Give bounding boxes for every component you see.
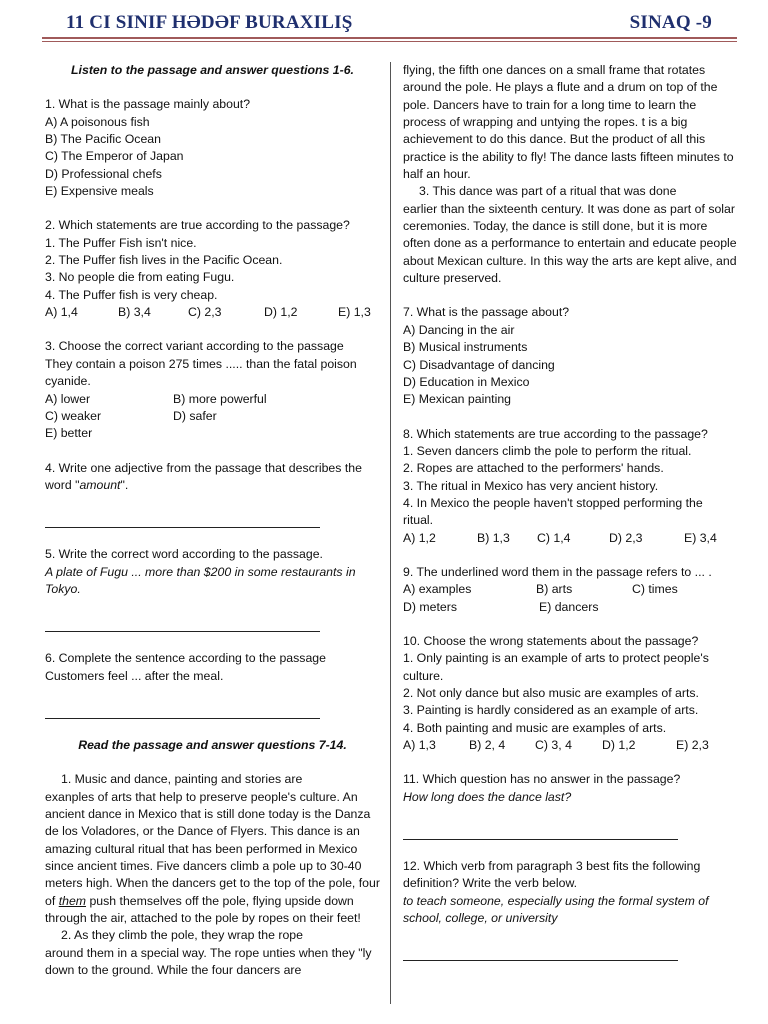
answer-choices [403,530,738,547]
option: B) Musical instruments [403,340,528,355]
option: A) A poisonous fish [45,114,150,129]
answer-line[interactable] [403,829,678,840]
answer-choices [45,304,380,321]
question-stem: 6. Complete the sentence according to the passage [45,651,326,666]
question-text: Customers feel ... after the meal. [45,668,224,683]
choice: C) 3, 4 [535,738,572,753]
question-text: They contain a poison 275 times ..... than the fatal poison [45,356,357,371]
paragraph-2-first-line: 2. As they climb the pole, they wrap the rope [61,928,303,943]
question-6 [45,650,380,719]
option: B) arts [536,582,573,597]
statement: ritual. [403,513,434,528]
option: E) Expensive meals [45,184,154,199]
answer-line[interactable] [45,708,320,719]
statement: culture. [403,668,444,683]
column-divider [390,62,391,1004]
choice: E) 3,4 [684,530,717,545]
answer-line[interactable] [403,950,678,961]
option: D) safer [173,408,217,423]
target-word: amount [79,477,121,492]
statement: 4. Both painting and music are examples of arts. [403,720,667,735]
choice: E) 1,3 [338,305,371,320]
definition: school, college, or university [403,911,558,926]
question-9 [403,564,738,616]
question-11 [403,771,738,840]
option: C) times [632,582,678,597]
question-text: A plate of Fugu ... more than $200 in some restaurants in [45,564,356,579]
option: A) lower [45,391,91,406]
question-text [45,477,380,494]
question-stem: 2. Which statements are true according to the passage? [45,218,350,233]
paragraph-2: around them in a special way. The rope unties when they "ly down to the ground. While the four dancers are [45,945,372,978]
question-stem: 5. Write the correct word according to the passage. [45,547,323,562]
question-stem: 3. Choose the correct variant according to the passage [45,339,344,354]
definition: to teach someone, especially using the formal system of [403,893,709,908]
header-rule-thick [42,37,737,39]
paragraph-2-continued: flying, the fifth one dances on a small frame that rotates around the pole. He plays a flute and a drum on top of the pole. Dancers have to train for a long time to learn the process of wrapping and untying the ropes. t is a big achievement to do this dance. But the product of all this practice is the ability to fly! The dance lasts fifteen minutes to half an hour. [403,63,734,182]
option-row [403,599,738,616]
statement: 3. Painting is hardly considered as an example of arts. [403,703,699,718]
question-stem: 8. Which statements are true according to the passage? [403,426,708,441]
choice: D) 1,2 [264,305,298,320]
statement: 1. Only painting is an example of arts to protect people's [403,651,709,666]
option: A) examples [403,582,472,597]
answer-line[interactable] [45,621,320,632]
statement: 3. No people die from eating Fugu. [45,270,235,285]
question-5 [45,546,380,632]
exam-title: 11 CI SINIF HƏDƏF BURAXILIŞ [66,12,353,33]
question-12 [403,858,738,961]
text-fragment: exanples of arts that help to preserve people's culture. An ancient dance in Mexico that is still done today is the Danza de los Voladores, or the Dance of Flyers. This dance is an amazing cultural ritual that has been performed in Mexico since ancient times. Five dancers climb a pole up to 30-40 meters high. When the dancers get to the top of the pole, four of [45,789,380,908]
choice: B) 1,3 [477,530,510,545]
left-column [45,62,380,979]
choice: E) 2,3 [676,738,709,753]
statement: 2. The Puffer fish lives in the Pacific Ocean. [45,253,283,268]
option: C) The Emperor of Japan [45,149,184,164]
question-text: definition? Write the verb below. [403,876,578,891]
option: E) dancers [539,599,599,614]
exam-number: SINAQ -9 [629,12,712,33]
question-10 [403,633,738,754]
question-stem: 12. Which verb from paragraph 3 best fits the following [403,859,701,874]
question-stem: 11. Which question has no answer in the passage? [403,772,681,787]
option: A) Dancing in the air [403,322,515,337]
statement: 1. The Puffer Fish isn't nice. [45,235,197,250]
question-3 [45,338,380,442]
option: D) Education in Mexico [403,374,530,389]
question-stem: 1. What is the passage mainly about? [45,97,251,112]
statement: 4. In Mexico the people haven't stopped performing the [403,495,703,510]
question-text: cyanide. [45,374,91,389]
question-text: How long does the dance last? [403,789,572,804]
text-fragment: ". [120,477,129,492]
section-intro-reading: Read the passage and answer questions 7-14. [78,737,347,752]
option: D) meters [403,599,457,614]
option-row [45,408,380,425]
option-row [403,581,738,598]
choice: A) 1,2 [403,530,436,545]
statement: 2. Ropes are attached to the performers' hands. [403,461,664,476]
choice: A) 1,3 [403,738,436,753]
statement: 3. The ritual in Mexico has very ancient history. [403,478,659,493]
question-7 [403,304,738,408]
question-8 [403,426,738,547]
statement: 4. The Puffer fish is very cheap. [45,287,218,302]
text-fragment: push themselves off the pole, flying upside down through the air, attached to the pole by ropes on their feet! [45,893,361,926]
paragraph-1-first-line: 1. Music and dance, painting and stories are [61,772,303,787]
section-intro-listening: Listen to the passage and answer questions 1-6. [71,63,354,77]
paragraph-3-first-line: 3. This dance was part of a ritual that was done [419,184,677,199]
question-stem: 10. Choose the wrong statements about the passage? [403,633,699,648]
answer-line[interactable] [45,517,320,528]
choice: B) 3,4 [118,305,151,320]
choice: D) 2,3 [609,530,643,545]
choice: D) 1,2 [602,738,636,753]
question-1 [45,96,380,200]
header-rule-thin [42,41,737,42]
reading-passage-continued [403,62,738,287]
option: B) more powerful [173,391,267,406]
option: C) weaker [45,408,102,423]
question-2 [45,217,380,321]
question-stem: 9. The underlined word them in the passage refers to ... . [403,564,712,579]
reading-passage [45,771,380,979]
choice: C) 2,3 [188,305,222,320]
paragraph-3: earlier than the sixteenth century. It was done as part of solar ceremonies. Today, the dance is still done, but it is more often done as a performance to entertain and educate people about Mexican culture. In this way the arts are kept alive, and culture preserved. [403,201,737,286]
statement: 2. Not only dance but also music are examples of arts. [403,686,699,700]
option: C) Disadvantage of dancing [403,357,555,372]
statement: 1. Seven dancers climb the pole to perform the ritual. [403,443,692,458]
question-stem: 7. What is the passage about? [403,305,570,320]
option: E) better [45,426,93,441]
paragraph-1 [45,789,380,928]
choice: B) 2, 4 [469,738,506,753]
choice: C) 1,4 [537,530,571,545]
right-column [403,62,738,962]
text-fragment: word " [45,477,80,492]
underlined-word: them [58,893,87,908]
option: D) Professional chefs [45,166,162,181]
page-header [0,0,768,44]
option: B) The Pacific Ocean [45,132,161,147]
option: E) Mexican painting [403,392,511,407]
question-text: Tokyo. [45,581,81,596]
choice: A) 1,4 [45,305,78,320]
question-stem: 4. Write one adjective from the passage that describes the [45,460,362,475]
question-4 [45,460,380,529]
option-row [45,391,380,408]
answer-choices [403,737,738,754]
